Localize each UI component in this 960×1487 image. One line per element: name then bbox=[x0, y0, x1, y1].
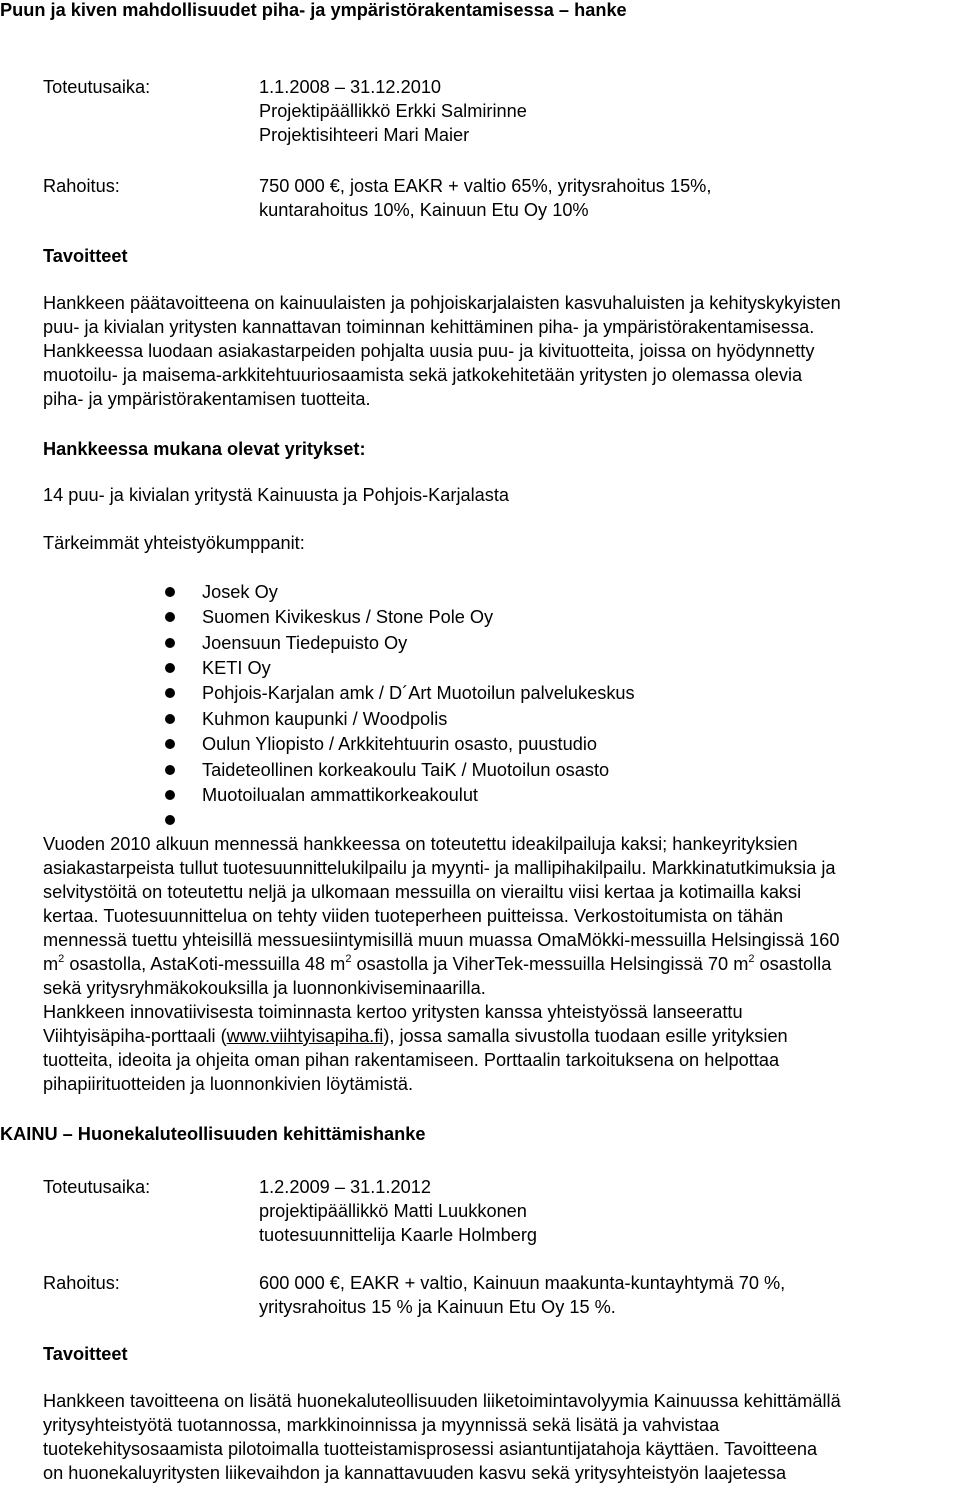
project1-title: Puun ja kiven mahdollisuudet piha- ja ympäristörakentamisessa – hanke bbox=[0, 0, 627, 20]
bullet-icon bbox=[165, 714, 175, 724]
project1-partners-heading: Tärkeimmät yhteistyökumppanit: bbox=[43, 533, 305, 553]
text-line: mennessä tuettu yhteisillä messuesiintymisillä muun muassa OmaMökki-messuilla Helsingissä 160 bbox=[43, 930, 840, 950]
project1-companies-text: 14 puu- ja kivialan yritystä Kainuusta ja Pohjois-Karjalasta bbox=[43, 485, 510, 505]
bullet-icon bbox=[165, 688, 175, 698]
text-line: kertaa. Tuotesuunnittelua on tehty viiden tuoteperheen puitteissa. Verkostoitumista on tähän bbox=[43, 906, 784, 926]
list-item: Taideteollinen korkeakoulu TaiK / Muotoilun osasto bbox=[202, 760, 610, 780]
project1-goals-paragraph bbox=[43, 291, 958, 411]
project1-funding-label: Rahoitus: bbox=[43, 176, 120, 196]
project2-goals-paragraph bbox=[43, 1389, 958, 1485]
text-line: Hankkeessa luodaan asiakastarpeiden pohjalta uusia puu- ja kivituotteita, joissa on hyödynnetty bbox=[43, 341, 815, 361]
list-item: KETI Oy bbox=[202, 658, 271, 678]
text-line-square-meters: $m^2$ osastolla, AstaKoti-messuilla 48 $m^2$ osastolla ja ViherTek-messuilla Helsingissä 70 $m^2$ osastolla bbox=[43, 953, 832, 974]
text-line: on huonekaluyritysten liikevaihdon ja kannattavuuden kasvu sekä yritysyhteistyön laajetessa bbox=[43, 1463, 787, 1483]
project2-schedule-value: 1.2.2009 – 31.1.2012 bbox=[259, 1177, 431, 1197]
text-line: muotoilu- ja maisema-arkkitehtuuriosaamista sekä jatkokehitetään yritysten jo olemassa olevia bbox=[43, 365, 803, 385]
project1-schedule-label: Toteutusaika: bbox=[43, 77, 151, 97]
project2-goals-heading: Tavoitteet bbox=[43, 1344, 128, 1364]
list-item: Josek Oy bbox=[202, 582, 278, 602]
list-item: Oulun Yliopisto / Arkkitehtuurin osasto, puustudio bbox=[202, 734, 597, 754]
project1-schedule-value: 1.1.2008 – 31.12.2010 bbox=[259, 77, 442, 97]
bullet-icon bbox=[165, 587, 175, 597]
text-line: sekä yritysryhmäkokouksilla ja luonnonkiviseminaarilla. bbox=[43, 978, 486, 998]
bullet-icon bbox=[165, 612, 175, 622]
project1-companies-heading: Hankkeessa mukana olevat yritykset: bbox=[43, 439, 366, 459]
bullet-icon bbox=[165, 790, 175, 800]
text-line: asiakastarpeista tullut tuotesuunnittelukilpailu ja myynti- ja mallipihakilpailu. Markkinatutkimuksia ja bbox=[43, 858, 836, 878]
list-item: Kuhmon kaupunki / Woodpolis bbox=[202, 709, 448, 729]
project1-manager: Projektipäällikkö Erkki Salmirinne bbox=[259, 101, 527, 121]
project1-secretary: Projektisihteeri Mari Maier bbox=[259, 125, 470, 145]
project2-manager: projektipäällikkö Matti Luukkonen bbox=[259, 1201, 527, 1221]
text-line-portal: Viihtyisäpiha-porttaali (www.viihtyisapiha.fi), jossa samalla sivustolla tuodaan esille yrityksien bbox=[43, 1026, 788, 1046]
list-item: Suomen Kivikeskus / Stone Pole Oy bbox=[202, 607, 494, 627]
project2-funding-line1: 600 000 €, EAKR + valtio, Kainuun maakunta-kuntayhtymä 70 %, bbox=[259, 1273, 786, 1293]
bullet-icon bbox=[165, 663, 175, 673]
bullet-icon bbox=[165, 765, 175, 775]
list-item: Joensuun Tiedepuisto Oy bbox=[202, 633, 408, 653]
project1-funding-line2: kuntarahoitus 10%, Kainuun Etu Oy 10% bbox=[259, 200, 589, 220]
text-line: Vuoden 2010 alkuun mennessä hankkeessa on toteutettu ideakilpailuja kaksi; hankeyrityksien bbox=[43, 834, 798, 854]
text-line: puu- ja kivialan yritysten kannattavan toiminnan kehittäminen piha- ja ympäristörakentamisessa. bbox=[43, 317, 815, 337]
list-item: Pohjois-Karjalan amk / D´Art Muotoilun palvelukeskus bbox=[202, 683, 635, 703]
text-line: Hankkeen päätavoitteena on kainuulaisten ja pohjoiskarjalaisten kasvuhaluisten ja kehityskykyisten bbox=[43, 293, 841, 313]
project1-results-paragraph bbox=[43, 832, 958, 1096]
text-line: pihapiirituotteiden ja luonnonkivien löytämistä. bbox=[43, 1074, 414, 1094]
project1-funding-line1: 750 000 €, josta EAKR + valtio 65%, yritysrahoitus 15%, bbox=[259, 176, 712, 196]
project2-designer: tuotesuunnittelija Kaarle Holmberg bbox=[259, 1225, 538, 1245]
list-item: Muotoilualan ammattikorkeakoulut bbox=[202, 785, 478, 805]
project2-funding-label: Rahoitus: bbox=[43, 1273, 120, 1293]
project2-title: KAINU – Huonekaluteollisuuden kehittämishanke bbox=[0, 1124, 426, 1144]
project2-schedule-label: Toteutusaika: bbox=[43, 1177, 151, 1197]
bullet-icon bbox=[165, 739, 175, 749]
text-line: piha- ja ympäristörakentamisen tuotteita. bbox=[43, 389, 371, 409]
bullet-icon bbox=[165, 638, 175, 648]
text-line: Hankkeen tavoitteena on lisätä huonekaluteollisuuden liiketoimintavolyymia Kainuussa kehittämällä bbox=[43, 1391, 841, 1411]
text-line: tuotekehitysosaamista pilotoimalla tuotteistamisprosessi asiantuntijatahoja käyttäen. Tavoitteena bbox=[43, 1439, 818, 1459]
text-line: yritysyhteistyötä tuotannossa, markkinoinnissa ja myynnissä sekä lisätä ja vahvistaa bbox=[43, 1415, 720, 1435]
text-line: Hankkeen innovatiivisesta toiminnasta kertoo yritysten kanssa yhteistyössä lanseerattu bbox=[43, 1002, 743, 1022]
bullet-icon bbox=[165, 815, 175, 825]
portal-link[interactable]: www.viihtyisapiha.fi bbox=[226, 1026, 384, 1046]
project2-funding-line2: yritysrahoitus 15 % ja Kainuun Etu Oy 15 %. bbox=[259, 1297, 616, 1317]
text-line: selvitystöitä on toteutettu neljä ja ulkomaan messuilla on vierailtu viisi kertaa ja kotimailla kaksi bbox=[43, 882, 802, 902]
project1-goals-heading: Tavoitteet bbox=[43, 246, 128, 266]
text-line: tuotteita, ideoita ja ohjeita oman pihan rakentamiseen. Porttaalin tarkoituksena on helpottaa bbox=[43, 1050, 780, 1070]
